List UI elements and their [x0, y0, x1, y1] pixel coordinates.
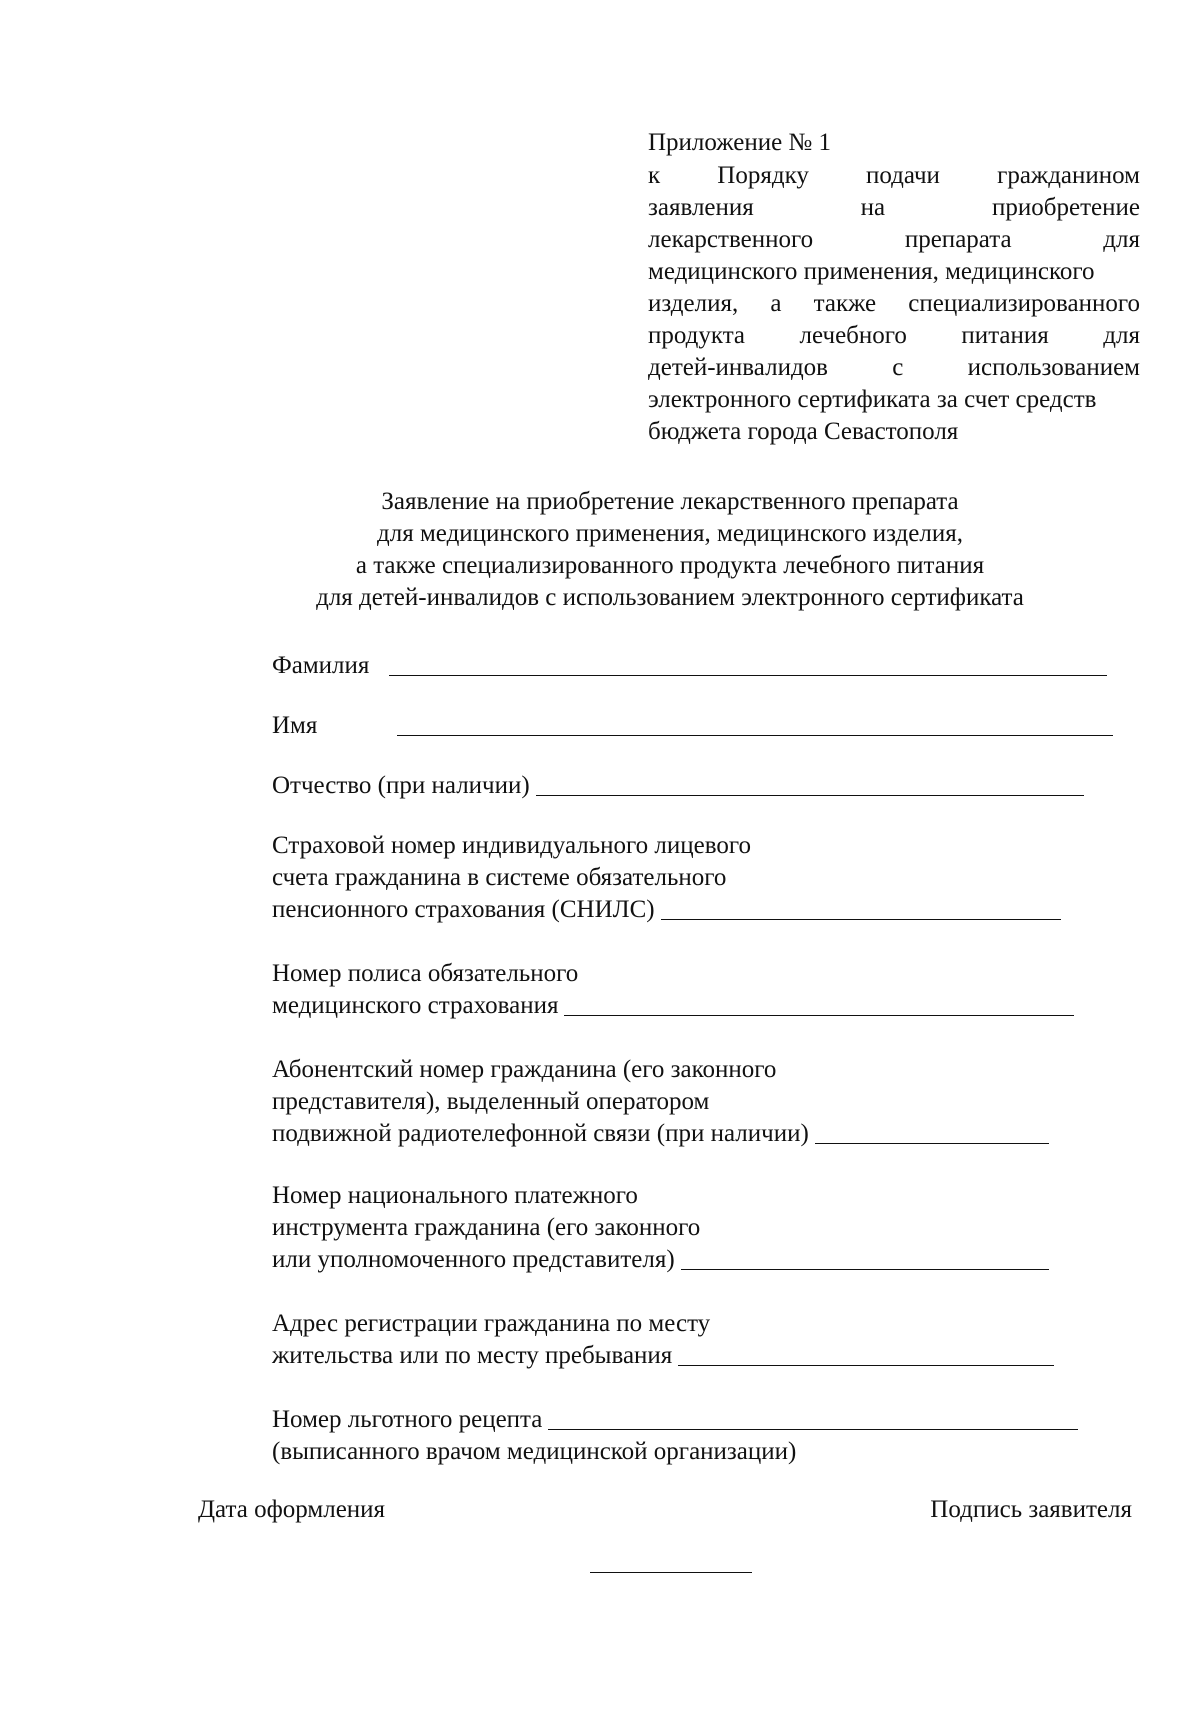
patronymic-input[interactable]	[536, 769, 1084, 796]
oms-policy-field	[272, 958, 1140, 1022]
heading-line: для детей-инвалидов с использованием электронного сертификата	[316, 584, 1024, 611]
appendix-line: детей-инвалидов с использованием	[648, 354, 1140, 381]
prescription-label-line: Номер льготного рецепта	[272, 1406, 543, 1433]
document-heading	[200, 486, 1140, 614]
phone-input[interactable]	[815, 1117, 1049, 1144]
heading-line: для медицинского применения, медицинского изделия,	[377, 520, 963, 547]
snils-input[interactable]	[661, 893, 1061, 920]
patronymic-field	[272, 770, 1140, 802]
appendix-line: к Порядку подачи гражданином	[648, 162, 1140, 189]
snils-label-line: пенсионного страхования (СНИЛС)	[272, 896, 655, 923]
prescription-field	[272, 1404, 1140, 1468]
heading-line: Заявление на приобретение лекарственного препарата	[381, 488, 959, 515]
surname-input[interactable]	[389, 649, 1107, 676]
page-separator-line	[590, 1572, 752, 1573]
address-field	[272, 1308, 1140, 1372]
appendix-line: медицинского применения, медицинского	[648, 258, 1095, 285]
snils-label-line: счета гражданина в системе обязательного	[272, 864, 727, 891]
phone-label-line: подвижной радиотелефонной связи (при наличии)	[272, 1120, 809, 1147]
snils-field	[272, 830, 1140, 926]
appendix-line: изделия, а также специализированного	[648, 290, 1140, 317]
address-input[interactable]	[678, 1339, 1054, 1366]
appendix-title: Приложение № 1	[648, 129, 832, 156]
date-label: Дата оформления	[198, 1496, 386, 1523]
phone-label-line: представителя), выделенный оператором	[272, 1088, 710, 1115]
phone-label-line: Абонентский номер гражданина (его законного	[272, 1056, 777, 1083]
oms-policy-label-line: медицинского страхования	[272, 992, 559, 1019]
surname-label: Фамилия	[272, 652, 370, 679]
payment-instrument-field	[272, 1180, 1140, 1276]
snils-label-line: Страховой номер индивидуального лицевого	[272, 832, 752, 859]
payment-instrument-label-line: Номер национального платежного	[272, 1182, 638, 1209]
name-field	[272, 710, 1140, 742]
appendix-line: лекарственного препарата для	[648, 226, 1140, 253]
payment-instrument-input[interactable]	[681, 1243, 1049, 1270]
signature-label: Подпись заявителя	[930, 1496, 1132, 1523]
heading-line: а также специализированного продукта лечебного питания	[355, 552, 985, 579]
phone-field	[272, 1054, 1140, 1150]
name-input[interactable]	[397, 709, 1113, 736]
payment-instrument-label-line: или уполномоченного представителя)	[272, 1246, 675, 1273]
appendix-block	[648, 126, 1140, 448]
payment-instrument-label-line: инструмента гражданина (его законного	[272, 1214, 701, 1241]
oms-policy-label-line: Номер полиса обязательного	[272, 960, 579, 987]
appendix-line: бюджета города Севастополя	[648, 418, 959, 445]
appendix-line: заявления на приобретение	[648, 194, 1140, 221]
appendix-line: электронного сертификата за счет средств	[648, 386, 1097, 413]
name-label: Имя	[272, 712, 318, 739]
address-label-line: жительства или по месту пребывания	[272, 1342, 673, 1369]
prescription-label-line: (выписанного врачом медицинской организации)	[272, 1438, 797, 1465]
patronymic-label: Отчество (при наличии)	[272, 772, 530, 799]
address-label-line: Адрес регистрации гражданина по месту	[272, 1310, 711, 1337]
surname-field	[272, 650, 1140, 682]
appendix-line: продукта лечебного питания для	[648, 322, 1140, 349]
oms-policy-input[interactable]	[564, 989, 1074, 1016]
prescription-input[interactable]	[548, 1403, 1078, 1430]
